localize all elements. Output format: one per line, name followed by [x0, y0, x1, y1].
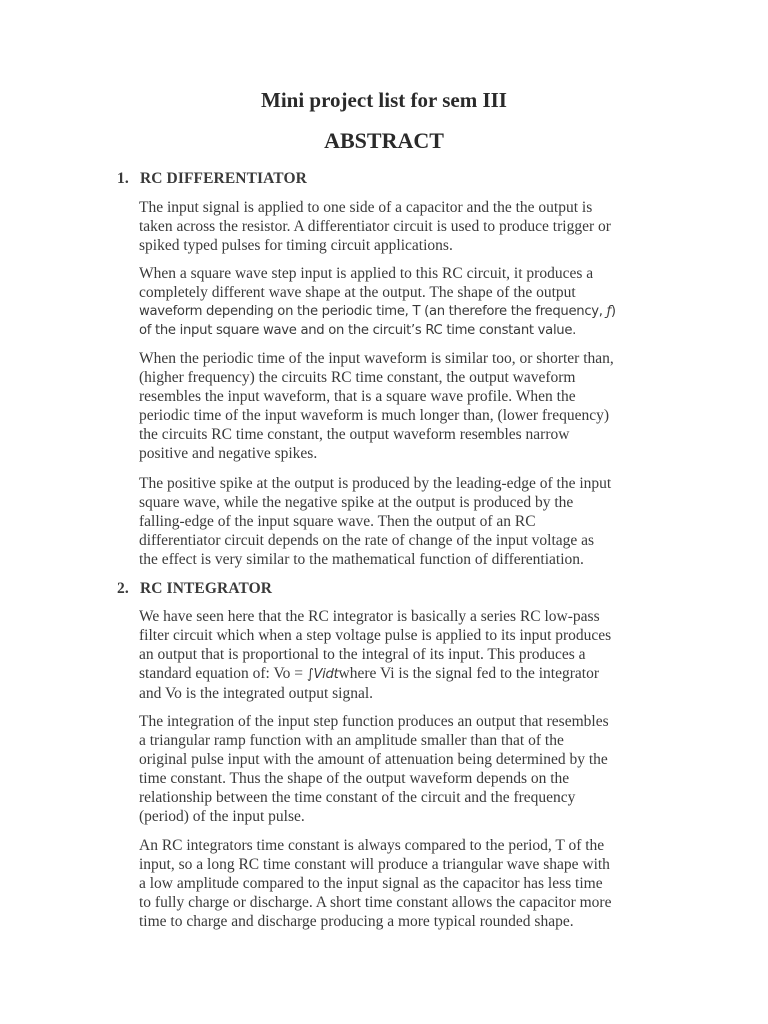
text-line: the effect is very similar to the mathematical function of differentiation. — [139, 550, 584, 568]
section-title: RC DIFFERENTIATOR — [140, 170, 307, 187]
text-line: taken across the resistor. A differentiator circuit is used to produce trigger or — [139, 217, 611, 235]
text-line — [139, 665, 679, 685]
text-line: input, so a long RC time constant will produce a triangular wave shape with — [139, 855, 610, 873]
text-line: spiked typed pulses for timing circuit applications. — [139, 236, 453, 254]
text-line: and Vo is the integrated output signal. — [139, 684, 374, 702]
text-line: an output that is proportional to the integral of its input. This produces a — [139, 645, 586, 663]
text-segment: ) — [610, 303, 616, 319]
document-title: Mini project list for sem III — [261, 88, 507, 112]
section-heading-rc-integrator — [117, 580, 272, 598]
text-line: square wave, while the negative spike at the output is produced by the — [139, 493, 574, 511]
text-line: resembles the input waveform, that is a square wave profile. When the — [139, 387, 576, 405]
text-line: The positive spike at the output is produced by the leading-edge of the input — [139, 475, 612, 492]
text-line: the circuits RC time constant, the output waveform resembles narrow — [139, 425, 570, 443]
text-segment: waveform depending on the periodic time, T (an therefore the frequency, — [139, 303, 607, 319]
document-subtitle: ABSTRACT — [324, 128, 444, 153]
section-number: 1. — [117, 170, 129, 187]
text-line: periodic time of the input waveform is much longer than, (lower frequency) — [139, 406, 610, 424]
text-line: time to charge and discharge producing a more typical rounded shape. — [139, 912, 574, 930]
paragraph — [139, 608, 679, 704]
text-line: to fully charge or discharge. A short time constant allows the capacitor more — [139, 893, 612, 911]
text-line: a low amplitude compared to the input signal as the capacitor has less time — [139, 874, 603, 892]
text-line: falling-edge of the input square wave. Then the output of an RC — [139, 512, 536, 530]
text-line: positive and negative spikes. — [139, 444, 318, 462]
text-segment: standard equation of: Vo = — [139, 664, 307, 682]
text-line: (period) of the input pulse. — [139, 807, 305, 825]
paragraph — [139, 713, 679, 826]
text-line: filter circuit which when a step voltage pulse is applied to its input produces — [139, 626, 612, 644]
text-line: of the input square wave and on the circuit’s RC time constant value. — [139, 322, 577, 338]
text-line — [139, 303, 679, 322]
paragraph — [139, 475, 679, 570]
section-heading-rc-differentiator — [117, 170, 307, 188]
text-line: (higher frequency) the circuits RC time constant, the output waveform — [139, 368, 576, 386]
text-line: differentiator circuit depends on the rate of change of the input voltage as — [139, 531, 595, 549]
text-line: relationship between the time constant of the circuit and the frequency — [139, 788, 576, 806]
text-line: a triangular ramp function with an amplitude smaller than that of the — [139, 731, 564, 749]
text-line: The input signal is applied to one side of a capacitor and the the output is — [139, 199, 593, 216]
text-line: time constant. Thus the shape of the output waveform depends on the — [139, 769, 570, 787]
frequency-symbol: ƒ — [606, 303, 611, 319]
text-line: When a square wave step input is applied to this RC circuit, it produces a — [139, 265, 594, 282]
integral-equation: ∫Vidt — [306, 666, 339, 682]
text-line: When the periodic time of the input waveform is similar too, or shorter than, — [139, 350, 614, 367]
section-number: 2. — [117, 580, 129, 597]
text-line: completely different wave shape at the output. The shape of the output — [139, 283, 576, 301]
paragraph — [139, 265, 679, 341]
text-line: The integration of the input step function produces an output that resembles — [139, 713, 609, 730]
paragraph — [139, 199, 679, 256]
text-segment: where Vi is the signal fed to the integrator — [338, 664, 599, 682]
text-line: We have seen here that the RC integrator is basically a series RC low-pass — [139, 608, 600, 625]
paragraph — [139, 837, 679, 932]
text-line: An RC integrators time constant is always compared to the period, T of the — [139, 837, 605, 854]
text-line: original pulse input with the amount of attenuation being determined by the — [139, 750, 608, 768]
paragraph — [139, 350, 679, 463]
section-title: RC INTEGRATOR — [140, 580, 273, 597]
